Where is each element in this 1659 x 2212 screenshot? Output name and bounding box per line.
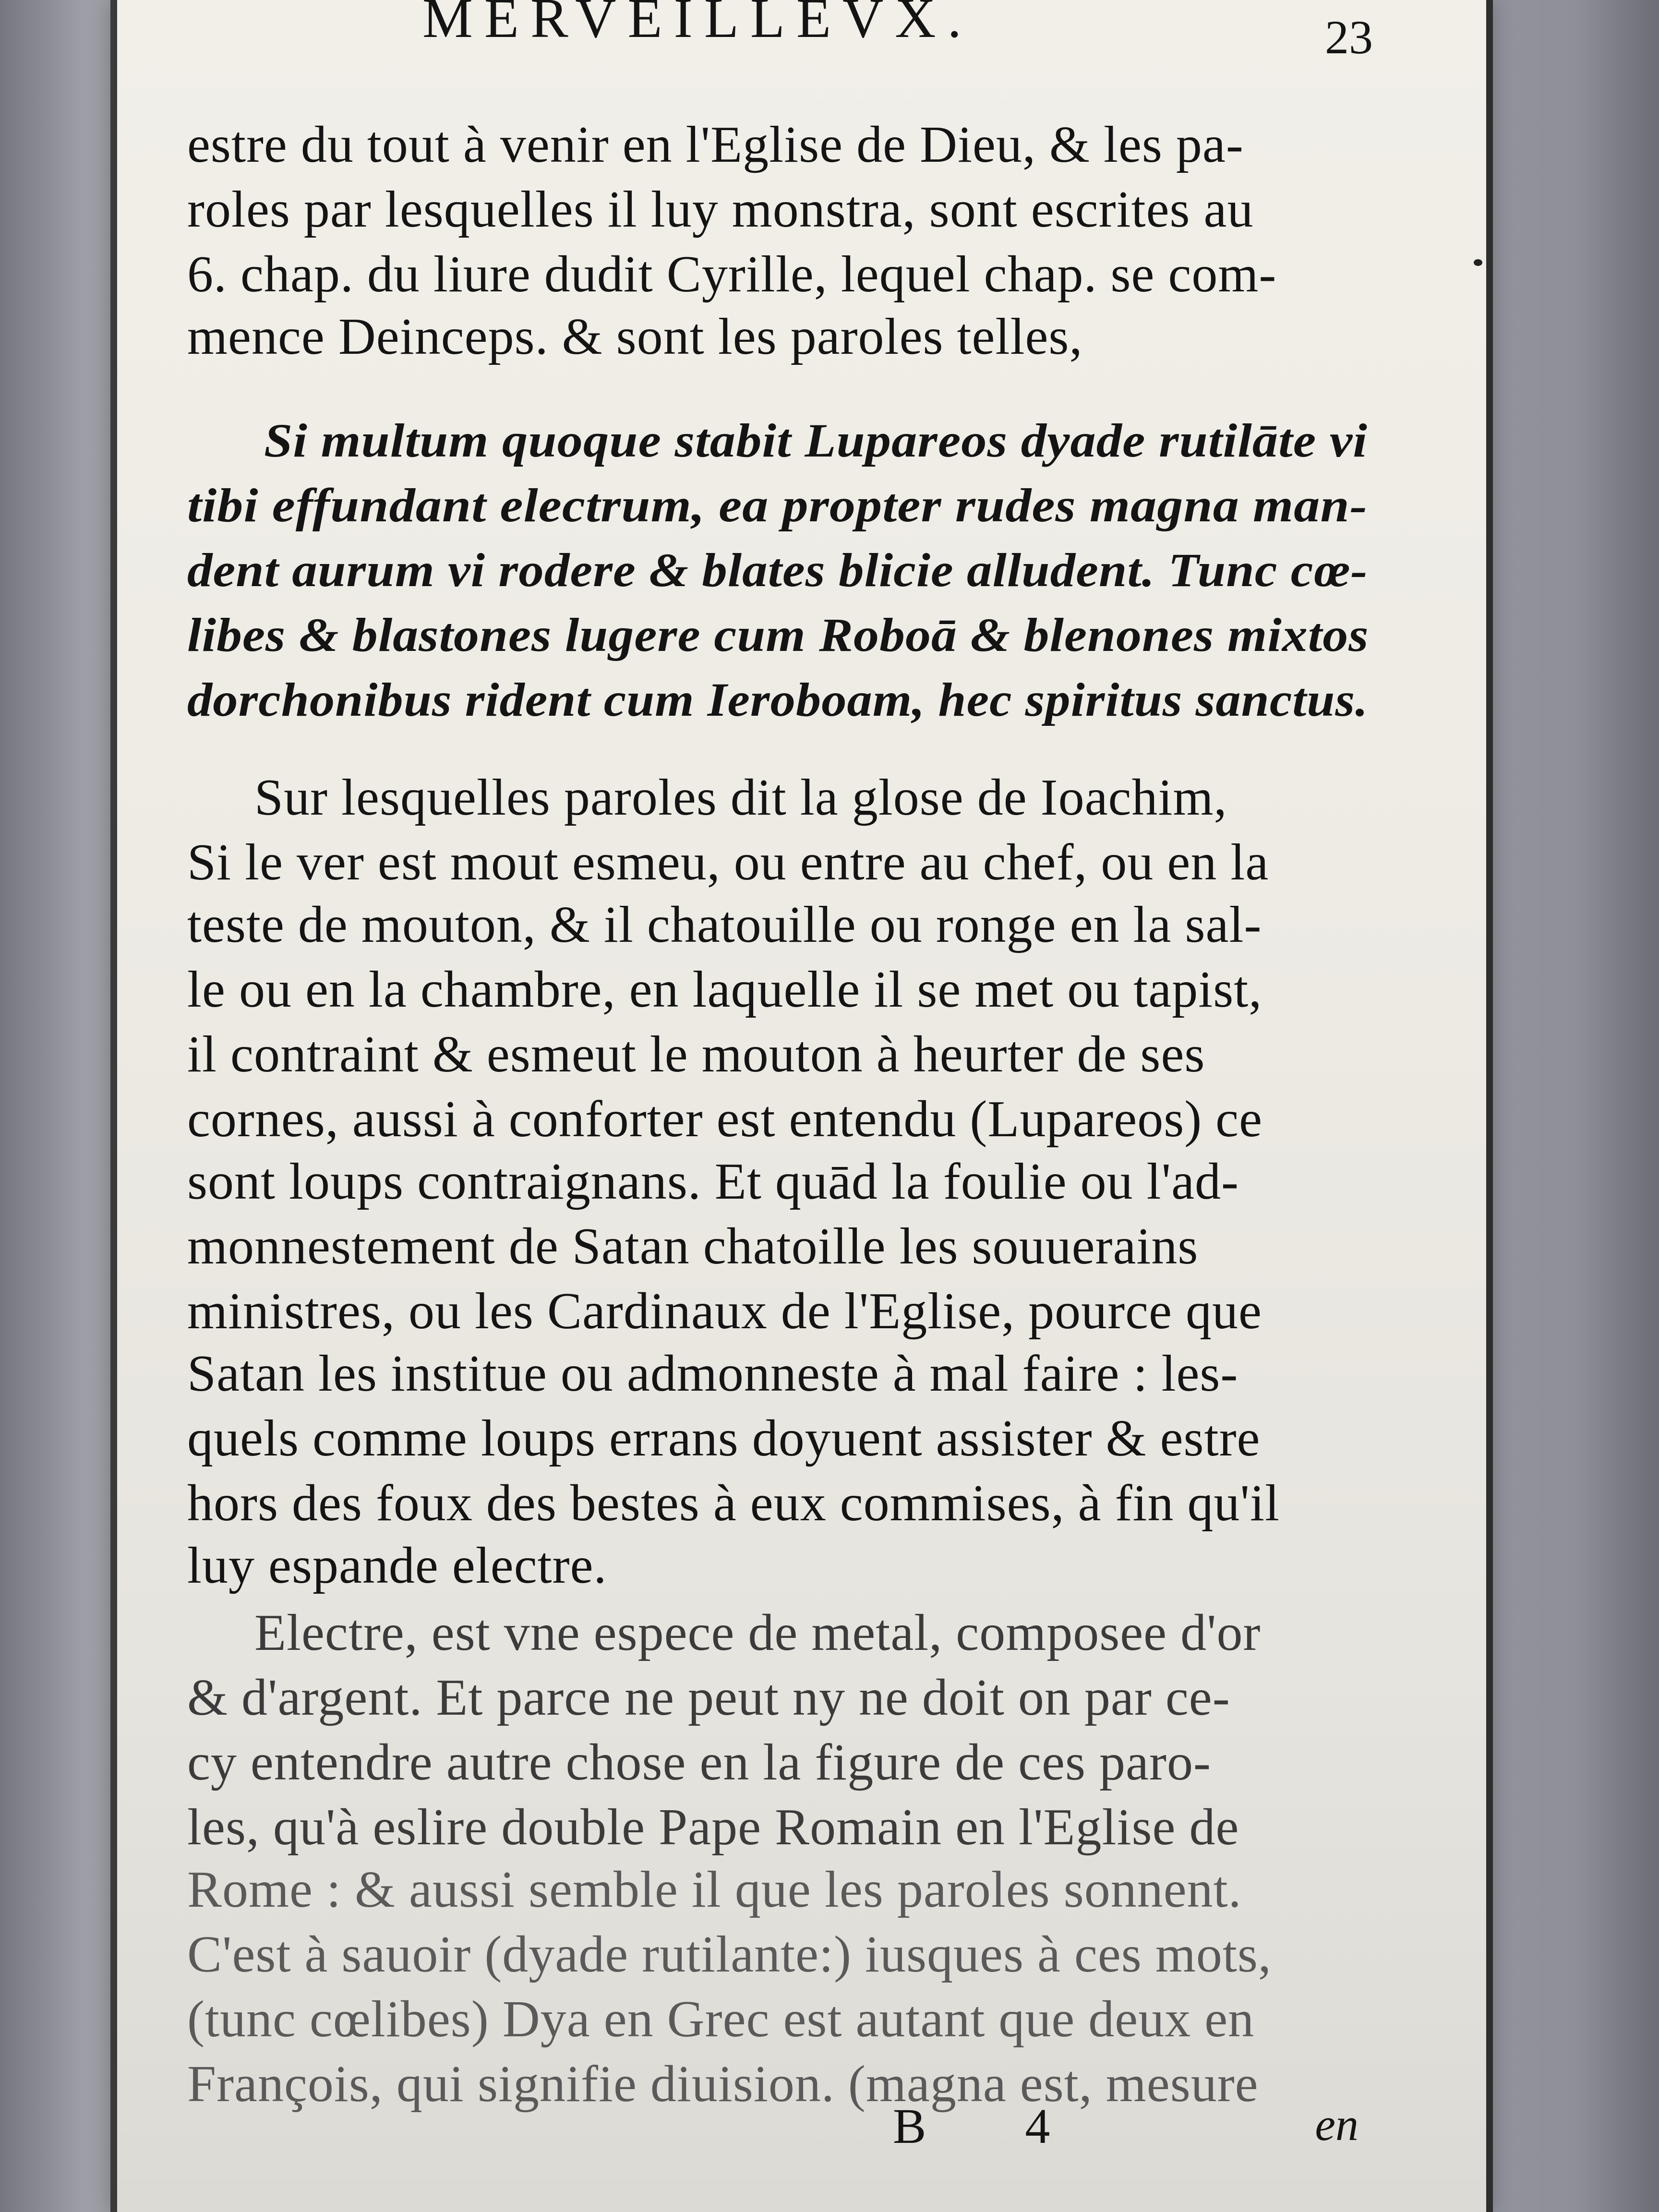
- text-line: libes & blastones lugere cum Roboā & blenones mixtos: [187, 608, 1369, 661]
- text-line: teste de mouton, & il chatouille ou ronge en la sal-: [187, 896, 1262, 953]
- text-line: dorchonibus rident cum Ieroboam, hec spiritus sanctus.: [187, 673, 1369, 726]
- catchword: en: [1315, 2099, 1358, 2150]
- page-edge-right: [1486, 0, 1493, 2212]
- text-line: & d'argent. Et parce ne peut ny ne doit on par ce-: [187, 1669, 1230, 1726]
- text-line: monnestement de Satan chatoille les souuerains: [187, 1218, 1199, 1275]
- text-line: 6. chap. du liure dudit Cyrille, lequel chap. se com-: [187, 246, 1277, 303]
- running-head: MERVEILLEVX.: [422, 0, 974, 49]
- text-line: hors des foux des bestes à eux commises, à fin qu'il: [187, 1475, 1280, 1532]
- page-footer: [178, 2098, 1387, 2165]
- page-number: 23: [1325, 11, 1373, 64]
- text-line: le ou en la chambre, en laquelle il se met ou tapist,: [187, 961, 1262, 1018]
- text-line: C'est à sauoir (dyade rutilante:) iusques à ces mots,: [187, 1926, 1272, 1983]
- text-line: dent aurum vi rodere & blates blicie alludent. Tunc cœ-: [187, 543, 1368, 597]
- text-line: sont loups contraignans. Et quād la foulie ou l'ad-: [187, 1153, 1239, 1210]
- ink-speck: [1474, 259, 1482, 266]
- text-line: cornes, aussi à conforter est entendu (Lupareos) ce: [187, 1091, 1263, 1148]
- text-line: Si le ver est mout esmeu, ou entre au chef, ou en la: [187, 834, 1269, 891]
- page-header: [178, 0, 1387, 64]
- text-line: il contraint & esmeut le mouton à heurter de ses: [187, 1026, 1205, 1083]
- page-edge-left: [110, 0, 117, 2212]
- text-line: tibi effundant electrum, ea propter rudes magna man-: [187, 479, 1368, 532]
- text-line: quels comme loups errans doyuent assister & estre: [187, 1410, 1261, 1467]
- text-line: François, qui signifie diuision. (magna est, mesure: [187, 2056, 1259, 2113]
- text-line: luy espande electre.: [187, 1537, 607, 1594]
- text-line: mence Deinceps. & sont les paroles telles,: [187, 308, 1083, 365]
- signature-mark: B 4: [893, 2099, 1094, 2154]
- text-line: Si multum quoque stabit Lupareos dyade rutilāte vi: [264, 414, 1368, 467]
- text-line: roles par lesquelles il luy monstra, sont escrites au: [187, 181, 1254, 238]
- text-line: Satan les institue ou admonneste à mal faire : les-: [187, 1345, 1238, 1402]
- text-line: estre du tout à venir en l'Eglise de Dieu, & les pa-: [187, 116, 1244, 173]
- text-line: les, qu'à eslire double Pape Romain en l'Eglise de: [187, 1799, 1239, 1856]
- text-line: Electre, est vne espece de metal, composee d'or: [254, 1604, 1261, 1661]
- text-line: cy entendre autre chose en la figure de ces paro-: [187, 1734, 1211, 1791]
- text-line: (tunc cœlibes) Dya en Grec est autant que deux en: [187, 1991, 1255, 2048]
- text-line: Sur lesquelles paroles dit la glose de Ioachim,: [254, 769, 1227, 826]
- text-line: ministres, ou les Cardinaux de l'Eglise, pource que: [187, 1283, 1262, 1340]
- text-line: Rome : & aussi semble il que les paroles sonnent.: [187, 1861, 1242, 1918]
